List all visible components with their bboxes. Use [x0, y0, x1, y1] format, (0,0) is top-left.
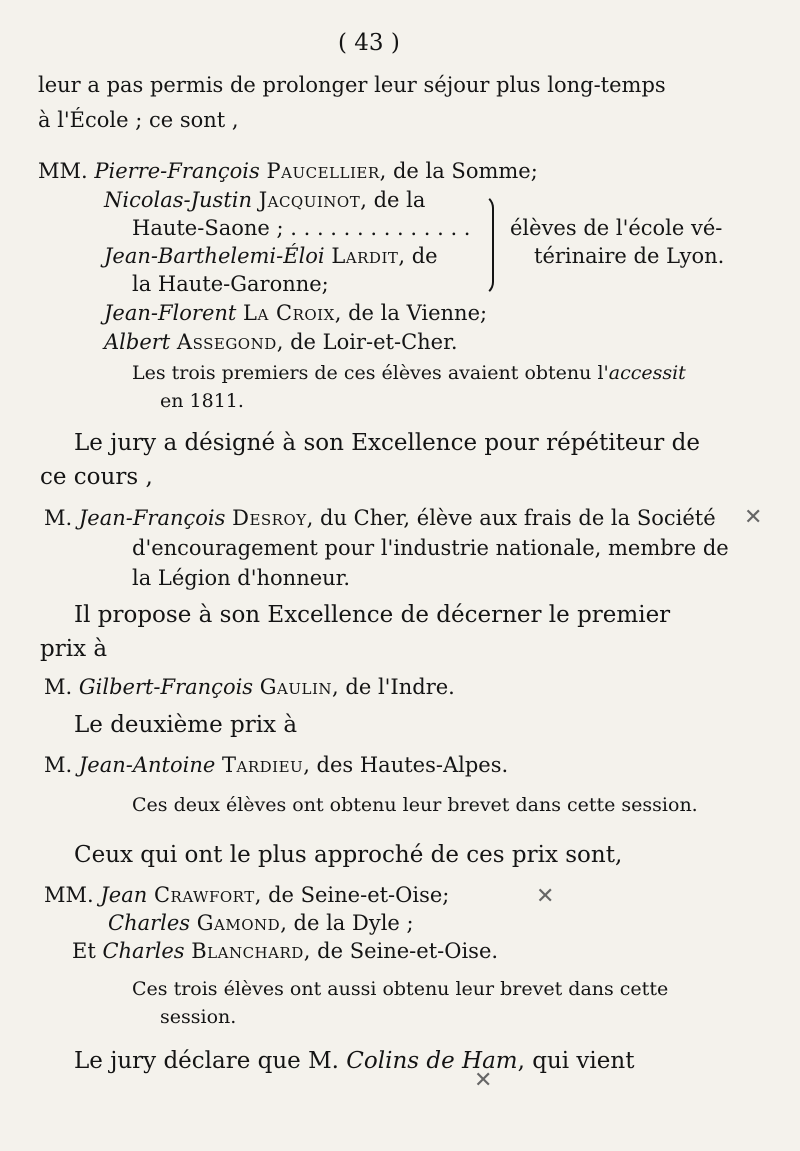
text-line-13: ce cours ,: [40, 464, 153, 490]
text-run: Paucellier: [266, 159, 380, 183]
text-line-9: [104, 329, 458, 355]
pencil-cross-mark: ✕: [474, 1068, 493, 1093]
text-run: M.: [44, 506, 73, 530]
text-run: , de la Somme;: [379, 159, 538, 183]
text-run: , de Loir-et-Cher.: [276, 330, 458, 354]
text-line-6-right: térinaire de Lyon.: [534, 244, 725, 268]
text-line-18: prix à: [40, 636, 108, 662]
text-line-6: [104, 243, 438, 269]
text-run: M.: [44, 675, 73, 699]
text-line-2: à l'École ; ce sont ,: [38, 108, 239, 132]
text-run: , du Cher, élève aux frais de la Société: [306, 506, 716, 530]
text-run: Pierre-François: [94, 159, 260, 183]
text-run: La Croix: [243, 301, 335, 325]
text-run: Nicolas-Justin: [104, 188, 253, 212]
text-line-10: [132, 360, 686, 386]
text-run: Jacquinot: [258, 188, 361, 212]
text-run: Albert: [104, 330, 171, 354]
text-run: Lardit: [331, 244, 399, 268]
text-run: M.: [44, 753, 73, 777]
pencil-cross-mark: ✕: [536, 884, 555, 909]
text-run: Charles: [108, 911, 191, 935]
text-run: Jean-Barthelemi-Éloi: [104, 244, 325, 268]
text-run: Gilbert-François: [78, 675, 254, 699]
text-run: Le jury déclare que M.: [74, 1048, 339, 1074]
text-run: Jean-Florent: [104, 301, 237, 325]
text-line-14: [44, 505, 716, 531]
text-line-15: d'encouragement pour l'industrie nationale, membre de: [132, 536, 729, 560]
text-run: Gamond: [196, 911, 281, 935]
text-run: accessit: [608, 362, 686, 384]
text-line-5: Haute-Saone ; . . . . . . . . . . . . . .: [132, 216, 471, 240]
text-run: Assegond: [176, 330, 277, 354]
text-line-25: [108, 910, 414, 936]
text-run: Colins de Ham: [346, 1048, 518, 1074]
text-line-29: [74, 1048, 634, 1074]
text-line-8: [104, 300, 487, 326]
text-line-4: [104, 187, 425, 213]
text-run: , de la Dyle ;: [280, 911, 414, 935]
text-run: , des Hautes-Alpes.: [303, 753, 509, 777]
text-run: , de Seine-et-Oise.: [303, 939, 499, 963]
text-line-26: [72, 938, 498, 964]
text-line-23: Ceux qui ont le plus approché de ces prix sont,: [74, 842, 623, 868]
text-line-12: Le jury a désigné à son Excellence pour répétiteur de: [74, 430, 700, 456]
text-line-16: la Légion d'honneur.: [132, 566, 351, 590]
text-run: Jean-François: [78, 506, 226, 530]
page-number: ( 43 ): [338, 30, 400, 56]
text-line-11: en 1811.: [160, 390, 244, 412]
text-run: Tardieu: [222, 753, 304, 777]
text-line-28: session.: [160, 1006, 237, 1028]
text-run: Jean-Antoine: [78, 753, 216, 777]
text-run: , de l'Indre.: [332, 675, 455, 699]
text-run: Les trois premiers de ces élèves avaient obtenu l': [132, 362, 609, 384]
text-run: , de: [398, 244, 438, 268]
text-line-21: [44, 752, 508, 778]
text-line-24: [44, 882, 449, 908]
text-run: Desroy: [232, 506, 307, 530]
text-line-7: la Haute-Garonne;: [132, 272, 329, 296]
text-run: , de Seine-et-Oise;: [254, 883, 450, 907]
text-run: Gaulin: [259, 675, 333, 699]
text-line-20: Le deuxième prix à: [74, 712, 298, 738]
text-run: , de la Vienne;: [334, 301, 488, 325]
text-line-1: leur a pas permis de prolonger leur séjour plus long-temps: [38, 73, 666, 97]
text-run: , de la: [360, 188, 426, 212]
text-line-19: [44, 674, 455, 700]
text-run: Jean: [100, 883, 148, 907]
pencil-cross-mark: ✕: [744, 505, 763, 530]
brace-mark: [478, 194, 494, 296]
text-run: Crawfort: [153, 883, 255, 907]
text-run: MM.: [38, 159, 88, 183]
text-run: , qui vient: [517, 1048, 635, 1074]
text-line-17: Il propose à son Excellence de décerner le premier: [74, 602, 671, 628]
text-run: Et: [72, 939, 96, 963]
text-line-22: Ces deux élèves ont obtenu leur brevet dans cette session.: [132, 794, 698, 816]
text-run: Charles: [102, 939, 185, 963]
text-line-27: Ces trois élèves ont aussi obtenu leur brevet dans cette: [132, 978, 669, 1000]
text-line-5-right: élèves de l'école vé-: [510, 216, 723, 240]
text-run: Blanchard: [191, 939, 304, 963]
text-line-3: [38, 158, 538, 184]
text-run: MM.: [44, 883, 94, 907]
